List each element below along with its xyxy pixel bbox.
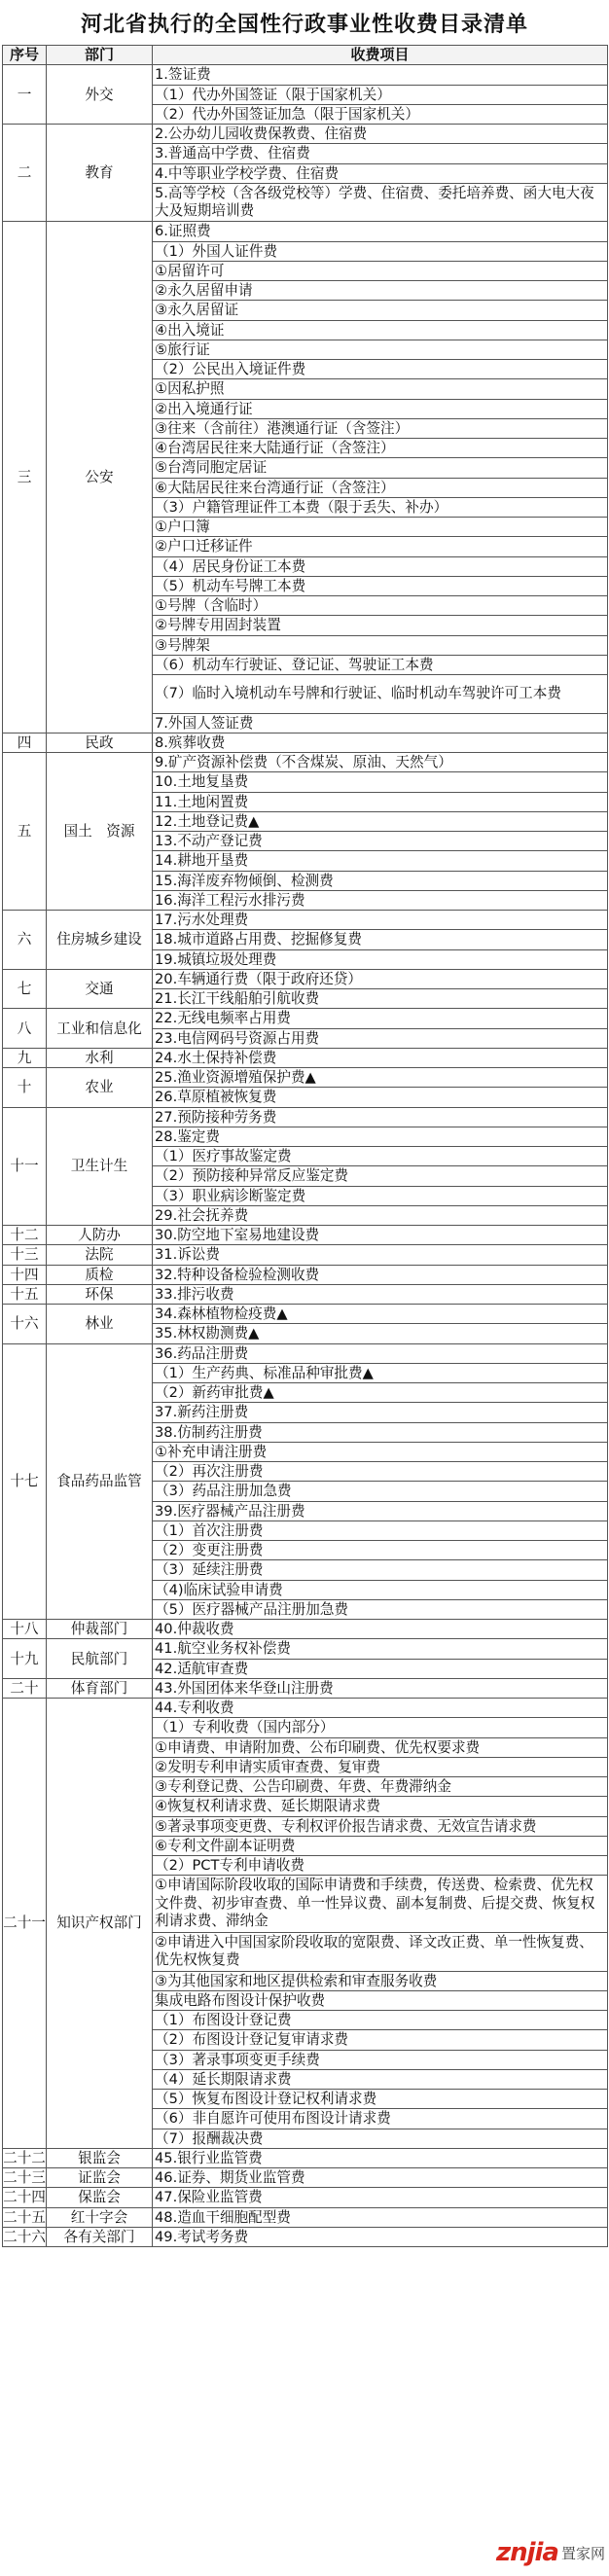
table-row <box>3 65 608 85</box>
fee-item: 33.排污收费 <box>153 1284 608 1304</box>
row-dept: 工业和信息化 <box>47 1009 153 1049</box>
row-dept: 民航部门 <box>47 1639 153 1679</box>
row-seq: 十 <box>3 1068 47 1108</box>
table-row <box>3 2188 608 2207</box>
fee-item: （1）专利收费（国内部分） <box>153 1718 608 1737</box>
row-dept: 质检 <box>47 1265 153 1284</box>
table-row <box>3 1107 608 1127</box>
fee-item: （1）外国人证件费 <box>153 241 608 261</box>
fee-item: ⑥大陆居民往来台湾通行证（含签注） <box>153 478 608 497</box>
fee-item: （4）延长期限请求费 <box>153 2069 608 2089</box>
table-row <box>3 2148 608 2167</box>
table-row <box>3 753 608 772</box>
row-dept: 卫生计生 <box>47 1107 153 1226</box>
fee-item: （3）著录事项变更手续费 <box>153 2050 608 2069</box>
row-dept: 食品药品监管 <box>47 1343 153 1620</box>
header-item: 收费项目 <box>153 46 608 65</box>
table-row <box>3 2227 608 2246</box>
fee-item: 34.森林植物检疫费▲ <box>153 1305 608 1324</box>
fee-item: 17.污水处理费 <box>153 911 608 930</box>
row-dept: 保监会 <box>47 2188 153 2207</box>
table-row <box>3 1639 608 1659</box>
fee-item: ③往来（含前往）港澳通行证（含签注） <box>153 418 608 438</box>
fee-item: 43.外国团体来华登山注册费 <box>153 1678 608 1698</box>
fee-item: 11.土地闲置费 <box>153 792 608 811</box>
row-dept: 交通 <box>47 969 153 1009</box>
fee-item: 36.药品注册费 <box>153 1343 608 1363</box>
watermark-suffix: 置家网 <box>560 2544 605 2562</box>
fee-item: （5）医疗器械产品注册加急费 <box>153 1599 608 1619</box>
fee-item: 41.航空业务权补偿费 <box>153 1639 608 1659</box>
fee-item: ⑤著录事项变更费、专利权评价报告请求费、无效宣告请求费 <box>153 1816 608 1836</box>
row-dept: 仲裁部门 <box>47 1620 153 1639</box>
fee-item: （6）非自愿许可使用布图设计请求费 <box>153 2109 608 2129</box>
fee-item: 46.证券、期货业监管费 <box>153 2168 608 2188</box>
table-row <box>3 1699 608 1718</box>
row-seq: 九 <box>3 1048 47 1067</box>
fee-item: 37.新药注册费 <box>153 1403 608 1422</box>
table-row <box>3 1343 608 1363</box>
fee-item: ③为其他国家和地区提供检索和审查服务收费 <box>153 1971 608 1990</box>
fee-item: 集成电路布图设计保护收费 <box>153 1990 608 2010</box>
fee-item: （2）代办外国签证加急（限于国家机关） <box>153 104 608 124</box>
fee-item: ①居留许可 <box>153 261 608 280</box>
table-row <box>3 733 608 752</box>
table-header-row <box>3 46 608 65</box>
fee-item: ②申请进入中国国家阶段收取的宽限费、译文改正费、单一性恢复费、优先权恢复费 <box>153 1933 608 1972</box>
row-dept: 公安 <box>47 222 153 733</box>
table-row <box>3 1226 608 1245</box>
fee-item: 27.预防接种劳务费 <box>153 1107 608 1127</box>
row-seq: 十一 <box>3 1107 47 1226</box>
fee-item: （1）医疗事故鉴定费 <box>153 1147 608 1166</box>
fee-item: ②永久居留申请 <box>153 281 608 301</box>
table-row <box>3 969 608 988</box>
row-seq: 三 <box>3 222 47 733</box>
fee-item: （3）药品注册加急费 <box>153 1482 608 1501</box>
fee-item: ②出入境通行证 <box>153 399 608 418</box>
fee-item: 8.殡葬收费 <box>153 733 608 752</box>
fee-item: ①号牌（含临时） <box>153 596 608 616</box>
fee-item: 1.签证费 <box>153 65 608 85</box>
fee-item: 4.中等职业学校学费、住宿费 <box>153 163 608 183</box>
fee-item: ③号牌架 <box>153 635 608 655</box>
fee-item: ①申请费、申请附加费、公布印刷费、优先权要求费 <box>153 1737 608 1757</box>
fee-item: ④台湾居民往来大陆通行证（含签注） <box>153 439 608 458</box>
row-seq: 十二 <box>3 1226 47 1245</box>
row-seq: 十八 <box>3 1620 47 1639</box>
fee-item: （2）公民出入境证件费 <box>153 360 608 379</box>
table-body <box>3 65 608 2247</box>
fee-item: 16.海洋工程污水排污费 <box>153 890 608 910</box>
fee-item: 38.仿制药注册费 <box>153 1422 608 1442</box>
fee-item: 40.仲裁收费 <box>153 1620 608 1639</box>
fee-item: 30.防空地下室易地建设费 <box>153 1226 608 1245</box>
fee-item: （2）PCT专利申请收费 <box>153 1856 608 1876</box>
fee-item: 35.林权勘测费▲ <box>153 1324 608 1343</box>
table-row <box>3 222 608 241</box>
row-seq: 二十五 <box>3 2208 46 2226</box>
fee-item: 20.车辆通行费（限于政府还贷） <box>153 969 608 988</box>
row-dept: 各有关部门 <box>47 2227 153 2246</box>
fee-item: 10.土地复垦费 <box>153 772 608 792</box>
header-seq: 序号 <box>3 46 47 65</box>
table-row <box>3 1245 608 1265</box>
fee-item: （4)临床试验申请费 <box>153 1580 608 1599</box>
row-seq: 二十六 <box>3 2228 46 2245</box>
fee-item: 44.专利收费 <box>153 1699 608 1718</box>
fee-item: （1）生产药典、标准品种审批费▲ <box>153 1363 608 1382</box>
fee-item: 7.外国人签证费 <box>153 713 608 733</box>
fee-item: 23.电信网码号资源占用费 <box>153 1028 608 1048</box>
fee-item: ④出入境证 <box>153 320 608 340</box>
table-row <box>3 2207 608 2227</box>
row-seq: 十四 <box>3 1265 47 1284</box>
header-dept: 部门 <box>47 46 153 65</box>
fee-item: （4）居民身份证工本费 <box>153 556 608 576</box>
fee-item: ⑤旅行证 <box>153 340 608 359</box>
fee-item: 42.适航审查费 <box>153 1659 608 1678</box>
table-row <box>3 1305 608 1324</box>
fee-item: ①户口簿 <box>153 518 608 537</box>
table-row <box>3 1620 608 1639</box>
fee-item: ②户口迁移证件 <box>153 537 608 556</box>
row-seq: 二十二 <box>3 2149 46 2166</box>
fee-item: 6.证照费 <box>153 222 608 241</box>
fee-item: 12.土地登记费▲ <box>153 811 608 831</box>
fee-item: ①补充申请注册费 <box>153 1442 608 1461</box>
row-seq: 八 <box>3 1009 47 1049</box>
watermark-logo <box>459 2533 605 2572</box>
fee-item: （3）延续注册费 <box>153 1560 608 1580</box>
fee-item: （2）布图设计登记复审请求费 <box>153 2030 608 2050</box>
fee-item: （1）布图设计登记费 <box>153 2011 608 2030</box>
fee-item: 13.不动产登记费 <box>153 832 608 851</box>
fee-item: 24.水土保持补偿费 <box>153 1048 608 1067</box>
fee-item: 32.特种设备检验检测收费 <box>153 1265 608 1284</box>
row-seq: 二十四 <box>3 2189 46 2206</box>
row-dept: 银监会 <box>47 2148 153 2167</box>
row-dept: 民政 <box>47 733 153 752</box>
fee-item: （2）预防接种异常反应鉴定费 <box>153 1166 608 1186</box>
fee-item: ③永久居留证 <box>153 301 608 320</box>
table-row <box>3 1048 608 1067</box>
row-dept: 国土 资源 <box>47 753 153 911</box>
row-seq: 十五 <box>3 1284 47 1304</box>
row-dept: 证监会 <box>47 2168 153 2188</box>
fee-item: 29.社会抚养费 <box>153 1205 608 1225</box>
table-row <box>3 125 608 144</box>
fee-item: （2）新药审批费▲ <box>153 1383 608 1403</box>
row-seq: 二十三 <box>3 2169 46 2187</box>
fee-item: （7）临时入境机动车号牌和行驶证、临时机动车驾驶许可工本费 <box>153 675 608 714</box>
table-row <box>3 911 608 930</box>
row-seq: 一 <box>3 65 47 125</box>
fee-item: 18.城市道路占用费、挖掘修复费 <box>153 930 608 949</box>
fee-item: 14.耕地开垦费 <box>153 851 608 871</box>
row-seq: 十三 <box>3 1245 47 1265</box>
page-title: 河北省执行的全国性行政事业性收费目录清单 <box>80 12 528 37</box>
fee-item: （6）机动车行驶证、登记证、驾驶证工本费 <box>153 655 608 674</box>
fee-item: ①因私护照 <box>153 379 608 399</box>
fee-item: 49.考试考务费 <box>153 2227 608 2246</box>
row-dept: 环保 <box>47 1284 153 1304</box>
fee-table <box>2 45 608 2247</box>
fee-item: 25.渔业资源增殖保护费▲ <box>153 1068 608 1088</box>
fee-item: （1）代办外国签证（限于国家机关） <box>153 85 608 104</box>
fee-item: ①申请国际阶段收取的国际申请费和手续费，传送费、检索费、优先权文件费、初步审查费、单一性异议费、副本复制费、后提交费、恢复权利请求费、滞纳金 <box>153 1876 608 1933</box>
fee-item: 48.造血干细胞配型费 <box>153 2207 608 2227</box>
fee-item: 9.矿产资源补偿费（不含煤炭、原油、天然气） <box>153 753 608 772</box>
row-dept: 住房城乡建设 <box>47 911 153 970</box>
fee-item: 5.高等学校（含各级党校等）学费、住宿费、委托培养费、函大电大夜大及短期培训费 <box>153 183 608 222</box>
fee-item: 47.保险业监管费 <box>153 2188 608 2207</box>
fee-item: （7）报酬裁决费 <box>153 2129 608 2148</box>
fee-item: 21.长江干线船舶引航收费 <box>153 989 608 1009</box>
fee-item: （3）户籍管理证件工本费（限于丢失、补办） <box>153 497 608 517</box>
fee-item: （2）变更注册费 <box>153 1541 608 1560</box>
row-seq: 二十 <box>3 1678 47 1698</box>
fee-item: 22.无线电频率占用费 <box>153 1009 608 1028</box>
row-dept: 人防办 <box>47 1226 153 1245</box>
row-dept: 水利 <box>47 1048 153 1067</box>
row-dept: 知识产权部门 <box>47 1699 153 2149</box>
row-seq: 十七 <box>3 1343 47 1620</box>
fee-item: 26.草原植被恢复费 <box>153 1088 608 1107</box>
fee-item: （3）职业病诊断鉴定费 <box>153 1186 608 1205</box>
fee-item: ⑥专利文件副本证明费 <box>153 1836 608 1855</box>
table-row <box>3 2168 608 2188</box>
row-seq: 十六 <box>3 1305 47 1344</box>
table-row <box>3 1068 608 1088</box>
row-dept: 农业 <box>47 1068 153 1108</box>
row-dept: 林业 <box>47 1305 153 1344</box>
table-row <box>3 1265 608 1284</box>
fee-item: 28.鉴定费 <box>153 1127 608 1146</box>
row-seq: 四 <box>3 733 47 752</box>
fee-item: 31.诉讼费 <box>153 1245 608 1265</box>
row-seq: 二十一 <box>3 1699 47 2149</box>
fee-item: （5）恢复布图设计登记权利请求费 <box>153 2090 608 2109</box>
row-dept: 法院 <box>47 1245 153 1265</box>
fee-item: ④恢复权利请求费、延长期限请求费 <box>153 1797 608 1816</box>
table-row <box>3 1284 608 1304</box>
fee-item: 45.银行业监管费 <box>153 2148 608 2167</box>
fee-item: 2.公办幼儿园收费保教费、住宿费 <box>153 125 608 144</box>
row-dept: 外交 <box>47 65 153 125</box>
fee-item: 19.城镇垃圾处理费 <box>153 949 608 969</box>
row-seq: 五 <box>3 753 47 911</box>
table-row <box>3 1009 608 1028</box>
row-seq: 六 <box>3 911 47 970</box>
table-row <box>3 1678 608 1698</box>
fee-item: 3.普通高中学费、住宿费 <box>153 144 608 163</box>
row-dept: 教育 <box>47 125 153 222</box>
row-dept: 红十字会 <box>47 2207 153 2227</box>
fee-item: ③专利登记费、公告印刷费、年费、年费滞纳金 <box>153 1777 608 1797</box>
watermark-brand: znjia <box>495 2538 558 2567</box>
fee-item: （1）首次注册费 <box>153 1521 608 1540</box>
fee-item: ⑤台湾同胞定居证 <box>153 458 608 478</box>
fee-item: ②发明专利申请实质审查费、复审费 <box>153 1757 608 1776</box>
fee-item: （5）机动车号牌工本费 <box>153 576 608 595</box>
row-seq: 七 <box>3 969 47 1009</box>
row-dept: 体育部门 <box>47 1678 153 1698</box>
fee-item: （2）再次注册费 <box>153 1462 608 1482</box>
row-seq: 二 <box>3 125 47 222</box>
fee-item: 39.医疗器械产品注册费 <box>153 1501 608 1521</box>
fee-item: 15.海洋废弃物倾倒、检测费 <box>153 871 608 890</box>
fee-item: ②号牌专用固封装置 <box>153 616 608 635</box>
row-seq: 十九 <box>3 1639 47 1679</box>
